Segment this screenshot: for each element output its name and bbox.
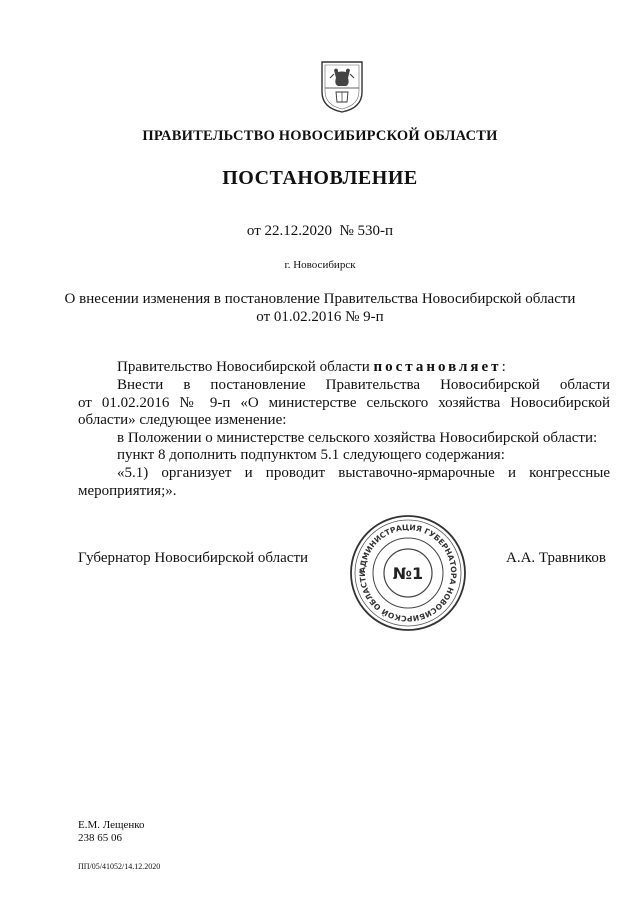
quote-line-2: мероприятия;». [78, 482, 177, 499]
document-subject [0, 290, 640, 326]
paragraph-regulation: в Положении о министерстве сельского хозяйства Новосибирской области: [117, 430, 598, 446]
paragraph-quote [78, 465, 610, 500]
document-code: ПП/05/41052/14.12.2020 [78, 862, 161, 871]
resolution-prefix: Правительство Новосибирской области [117, 359, 374, 375]
signatory-title: Губернатор Новосибирской области [78, 550, 309, 566]
resolution-suffix: : [501, 359, 506, 375]
subject-line-2: от 01.02.2016 № 9-п [256, 309, 384, 325]
city-line: г. Новосибирск [284, 259, 356, 271]
amendment-line-1: Внести в постановление Правительства Новосибирской области [117, 377, 610, 393]
official-stamp [348, 513, 468, 633]
amendment-line-2: от 01.02.2016 № 9-п «О министерстве сельского хозяйства Новосибирской [78, 394, 610, 411]
amendment-line-3: области» следующее изменение: [78, 412, 287, 428]
quote-line-1: «5.1) организует и проводит выставочно-ярмарочные и конгрессные [117, 465, 610, 481]
stamp-ring-text: АДМИНИСТРАЦИЯ ГУБЕРНАТОРА НОВОСИБИРСКОЙ ОБЛАСТИ [357, 522, 459, 624]
subject-line-1: О внесении изменения в постановление Правительства Новосибирской области [64, 291, 576, 307]
date-number-line: от 22.12.2020 № 530-п [246, 223, 394, 239]
paragraph-amendment [78, 377, 610, 430]
executor-phone: 238 65 06 [78, 832, 122, 844]
executor-name: Е.М. Лещенко [78, 819, 145, 831]
paragraph-resolution [78, 359, 610, 377]
paragraph-addition: пункт 8 дополнить подпунктом 5.1 следующего содержания: [117, 447, 505, 463]
document-type: ПОСТАНОВЛЕНИЕ [222, 167, 418, 189]
resolution-keyword: постановляет [373, 359, 502, 375]
coat-of-arms-icon [314, 58, 370, 114]
organization-title: ПРАВИТЕЛЬСТВО НОВОСИБИРСКОЙ ОБЛАСТИ [142, 128, 498, 144]
signatory-name: А.А. Травников [506, 550, 606, 566]
stamp-number: №1 [392, 564, 424, 583]
